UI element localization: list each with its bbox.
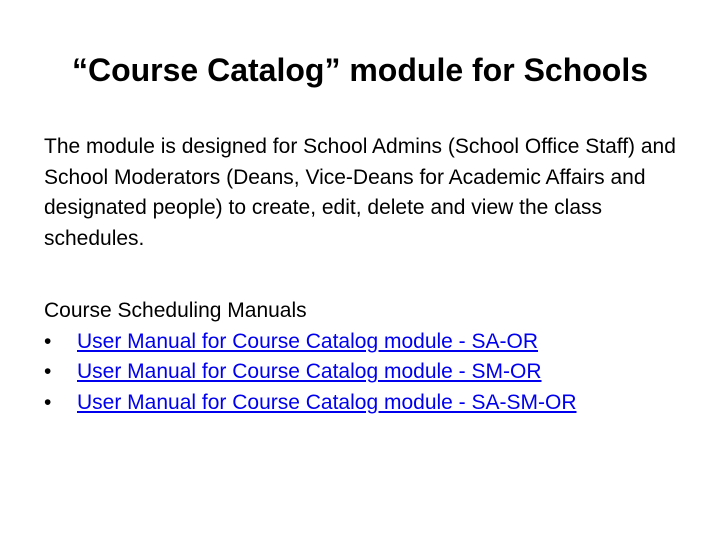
- list-item: [44, 357, 694, 388]
- bullet-icon: •: [44, 329, 52, 353]
- manuals-heading: Course Scheduling Manuals: [44, 299, 307, 322]
- paragraph-spacer: [44, 254, 694, 296]
- list-item: [44, 388, 694, 419]
- bullet-icon: •: [44, 360, 52, 383]
- manual-link-sm-or[interactable]: User Manual for Course Catalog module - SM-OR: [77, 360, 542, 383]
- bullet-icon: •: [44, 390, 52, 414]
- module-description: The module is designed for School Admins (School Office Staff) and School Moderators (Deans, Vice-Deans for Academic Affairs and designated people) to create, edit, delete and view the class schedules.: [44, 135, 676, 250]
- list-item: [44, 327, 694, 358]
- manuals-list: [44, 327, 694, 419]
- slide-body: [44, 132, 694, 418]
- manual-link-sa-sm-or[interactable]: User Manual for Course Catalog module - SA-SM-OR: [77, 390, 577, 414]
- manual-link-sa-or[interactable]: User Manual for Course Catalog module - SA-OR: [77, 329, 539, 353]
- slide-title: “Course Catalog” module for Schools: [71, 52, 649, 88]
